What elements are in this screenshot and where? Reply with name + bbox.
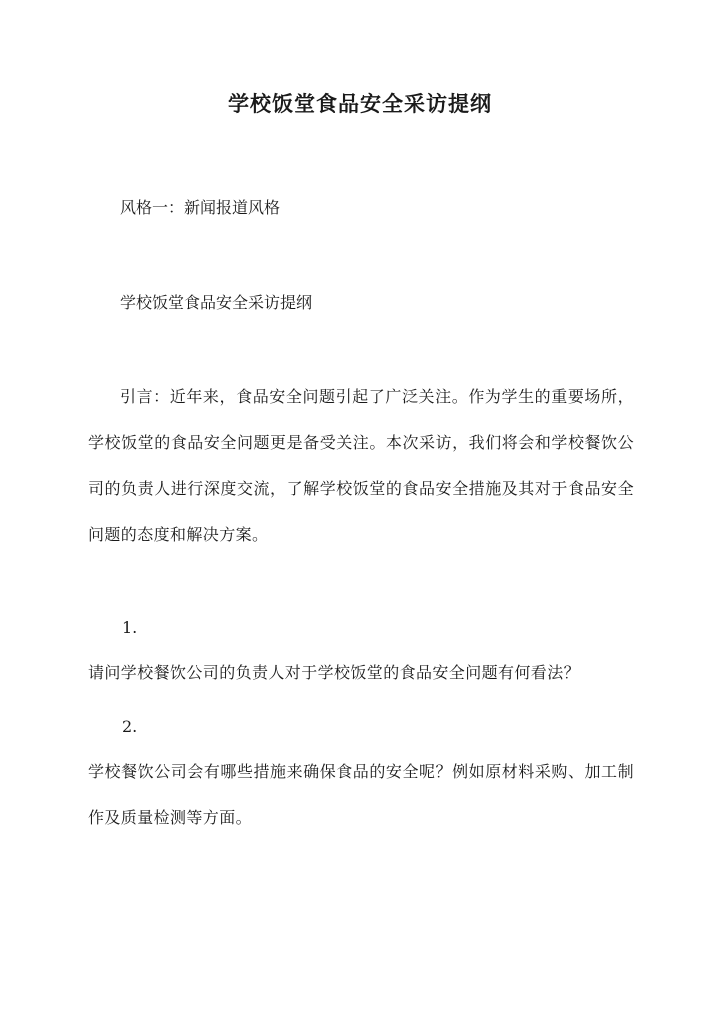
question-number-1: 1. [122,618,138,637]
subtitle: 学校饭堂食品安全采访提纲 [120,293,313,312]
style-label: 风格一：新闻报道风格 [120,198,281,217]
question-text-2: 学校餐饮公司会有哪些措施来确保食品的安全呢？例如原材料采购、加工制作及质量检测等方面。 [88,762,634,827]
document-title: 学校饭堂食品安全采访提纲 [228,91,492,116]
question-text-1: 请问学校餐饮公司的负责人对于学校饭堂的食品安全问题有何看法？ [88,663,581,682]
question-number-2: 2. [122,717,138,736]
intro-paragraph: 引言：近年来，食品安全问题引起了广泛关注。作为学生的重要场所，学校饭堂的食品安全问题更是备受关注。本次采访，我们将会和学校餐饮公司的负责人进行深度交流，了解学校饭堂的食品安全措施及其对于食品安全问题的态度和解决方案。 [88,387,634,544]
